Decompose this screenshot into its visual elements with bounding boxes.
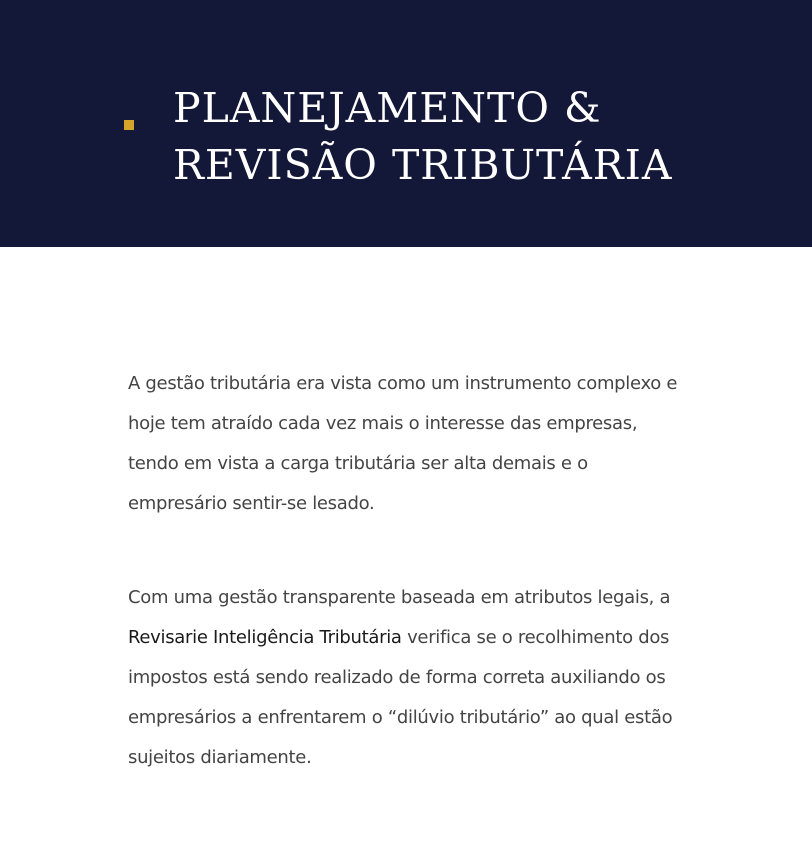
company-name: Revisarie Inteligência Tributária	[128, 627, 402, 648]
title-line-2: REVISÃO TRIBUTÁRIA	[173, 141, 673, 189]
header-banner	[0, 0, 812, 247]
company-paragraph	[128, 578, 688, 778]
title-line-1: PLANEJAMENTO &	[173, 84, 602, 132]
paragraph-text-before: Com uma gestão transparente baseada em atributos legais, a	[128, 587, 671, 608]
intro-paragraph: A gestão tributária era vista como um instrumento complexo e hoje tem atraído cada vez mais o interesse das empresas, tendo em vista a carga tributária ser alta demais e o empresário sentir-se lesado.	[128, 373, 678, 514]
paragraph-text-after: verifica se o recolhimento dos impostos está sendo realizado de forma correta auxiliando os empresários a enfrentarem o “dilúvio tributário” ao qual estão sujeitos diariamente.	[128, 627, 673, 768]
page-title	[173, 80, 672, 194]
gold-square-icon	[124, 120, 134, 130]
